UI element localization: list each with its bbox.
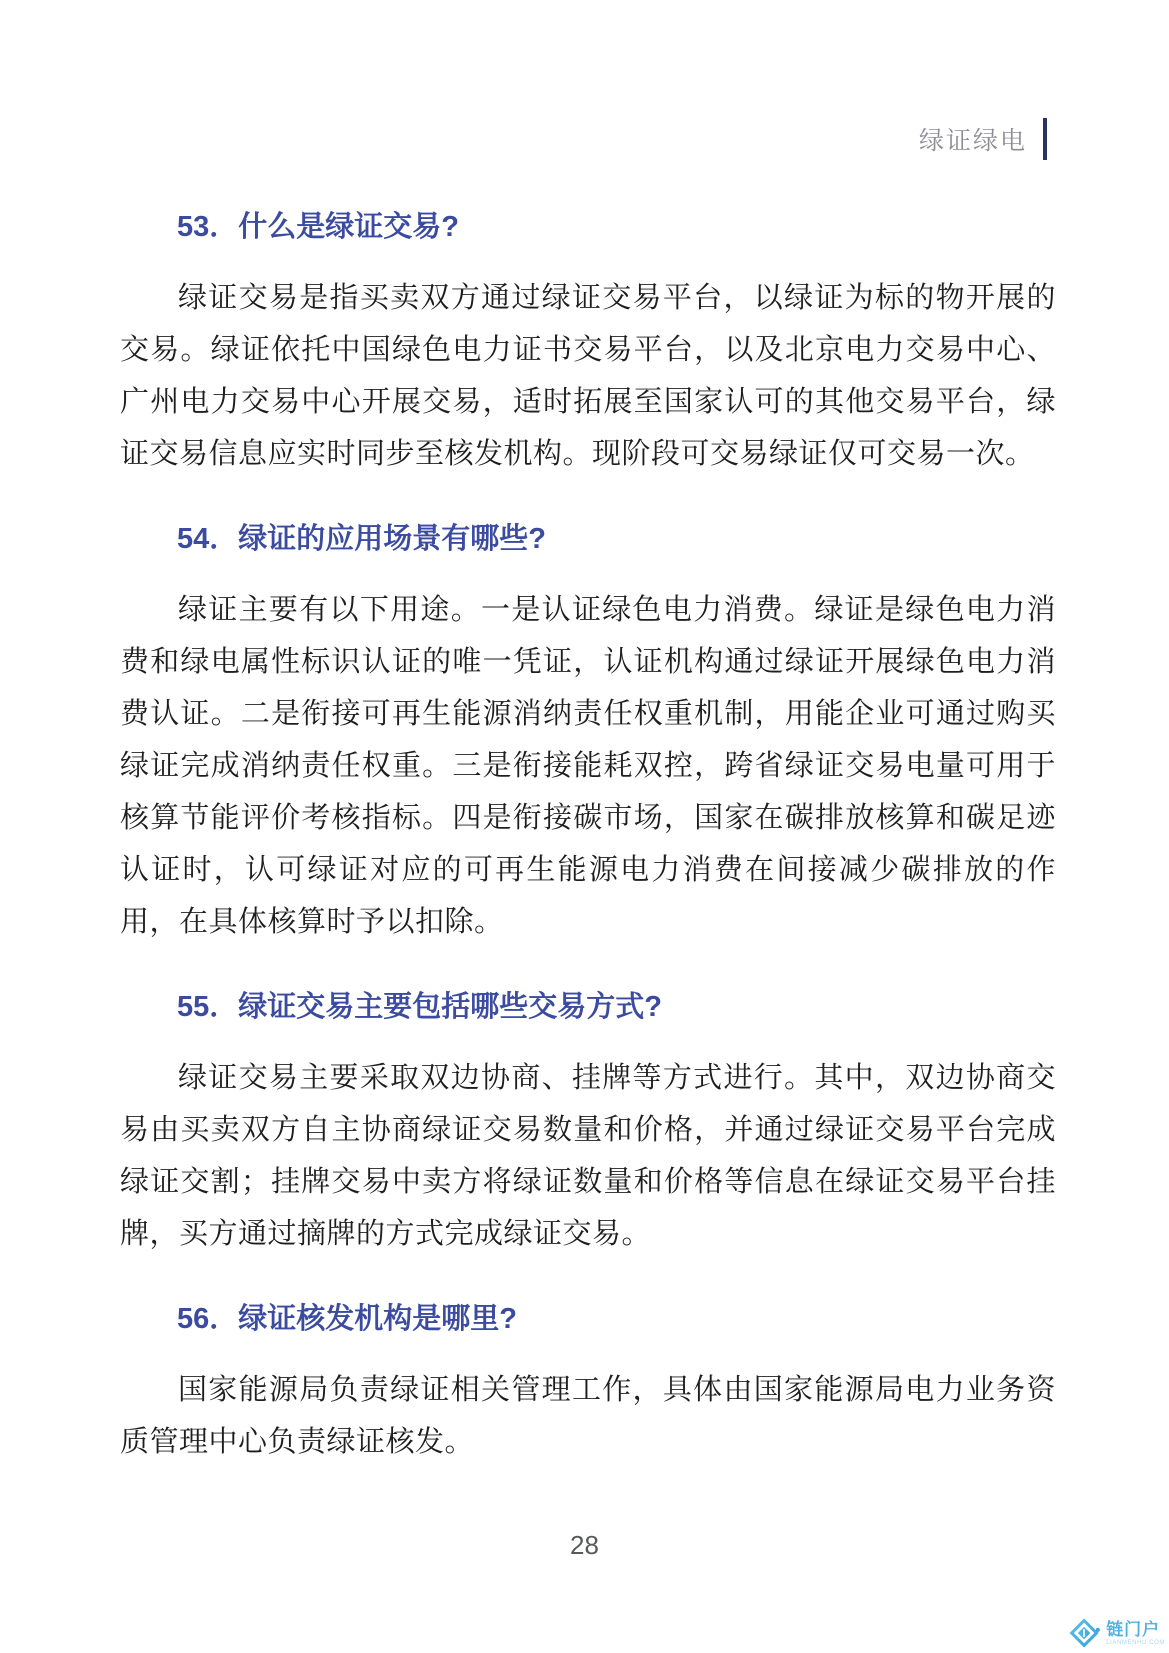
document-content bbox=[120, 192, 1056, 1508]
header-divider-bar bbox=[1043, 118, 1047, 160]
page-header bbox=[919, 118, 1047, 160]
qa-section-55 bbox=[120, 988, 1056, 1260]
qa-section-53 bbox=[120, 208, 1056, 480]
brand-domain: LIANMENHU.COM bbox=[1106, 1639, 1165, 1646]
question-heading-54: 54．绿证的应用场景有哪些? bbox=[177, 523, 546, 555]
question-heading-56: 56．绿证核发机构是哪里? bbox=[177, 1303, 517, 1335]
answer-paragraph-53: 绿证交易是指买卖双方通过绿证交易平台，以绿证为标的物开展的交易。绿证依托中国绿色电力证书交易平台，以及北京电力交易中心、广州电力交易中心开展交易，适时拓展至国家认可的其他交易平台，绿证交易信息应实时同步至核发机构。现阶段可交易绿证仅可交易一次。 bbox=[120, 282, 1056, 470]
page-number: 28 bbox=[570, 1530, 599, 1560]
brand-name: 链门户 bbox=[1106, 1619, 1161, 1639]
brand-logo bbox=[1069, 1617, 1165, 1649]
question-heading-53: 53．什么是绿证交易? bbox=[177, 211, 459, 243]
qa-section-54 bbox=[120, 520, 1056, 948]
question-heading-55: 55．绿证交易主要包括哪些交易方式? bbox=[177, 991, 662, 1023]
brand-diamond-icon bbox=[1069, 1617, 1101, 1649]
header-title: 绿证绿电 bbox=[918, 127, 1027, 155]
qa-section-56 bbox=[120, 1300, 1056, 1468]
answer-paragraph-54: 绿证主要有以下用途。一是认证绿色电力消费。绿证是绿色电力消费和绿电属性标识认证的唯一凭证，认证机构通过绿证开展绿色电力消费认证。二是衔接可再生能源消纳责任权重机制，用能企业可通过购买绿证完成消纳责任权重。三是衔接能耗双控，跨省绿证交易电量可用于核算节能评价考核指标。四是衔接碳市场，国家在碳排放核算和碳足迹认证时，认可绿证对应的可再生能源电力消费在间接减少碳排放的作用，在具体核算时予以扣除。 bbox=[120, 594, 1056, 938]
answer-paragraph-56: 国家能源局负责绿证相关管理工作，具体由国家能源局电力业务资质管理中心负责绿证核发。 bbox=[120, 1374, 1056, 1458]
brand-text bbox=[1106, 1621, 1165, 1646]
answer-paragraph-55: 绿证交易主要采取双边协商、挂牌等方式进行。其中，双边协商交易由买卖双方自主协商绿证交易数量和价格，并通过绿证交易平台完成绿证交割；挂牌交易中卖方将绿证数量和价格等信息在绿证交易平台挂牌，买方通过摘牌的方式完成绿证交易。 bbox=[120, 1062, 1056, 1250]
